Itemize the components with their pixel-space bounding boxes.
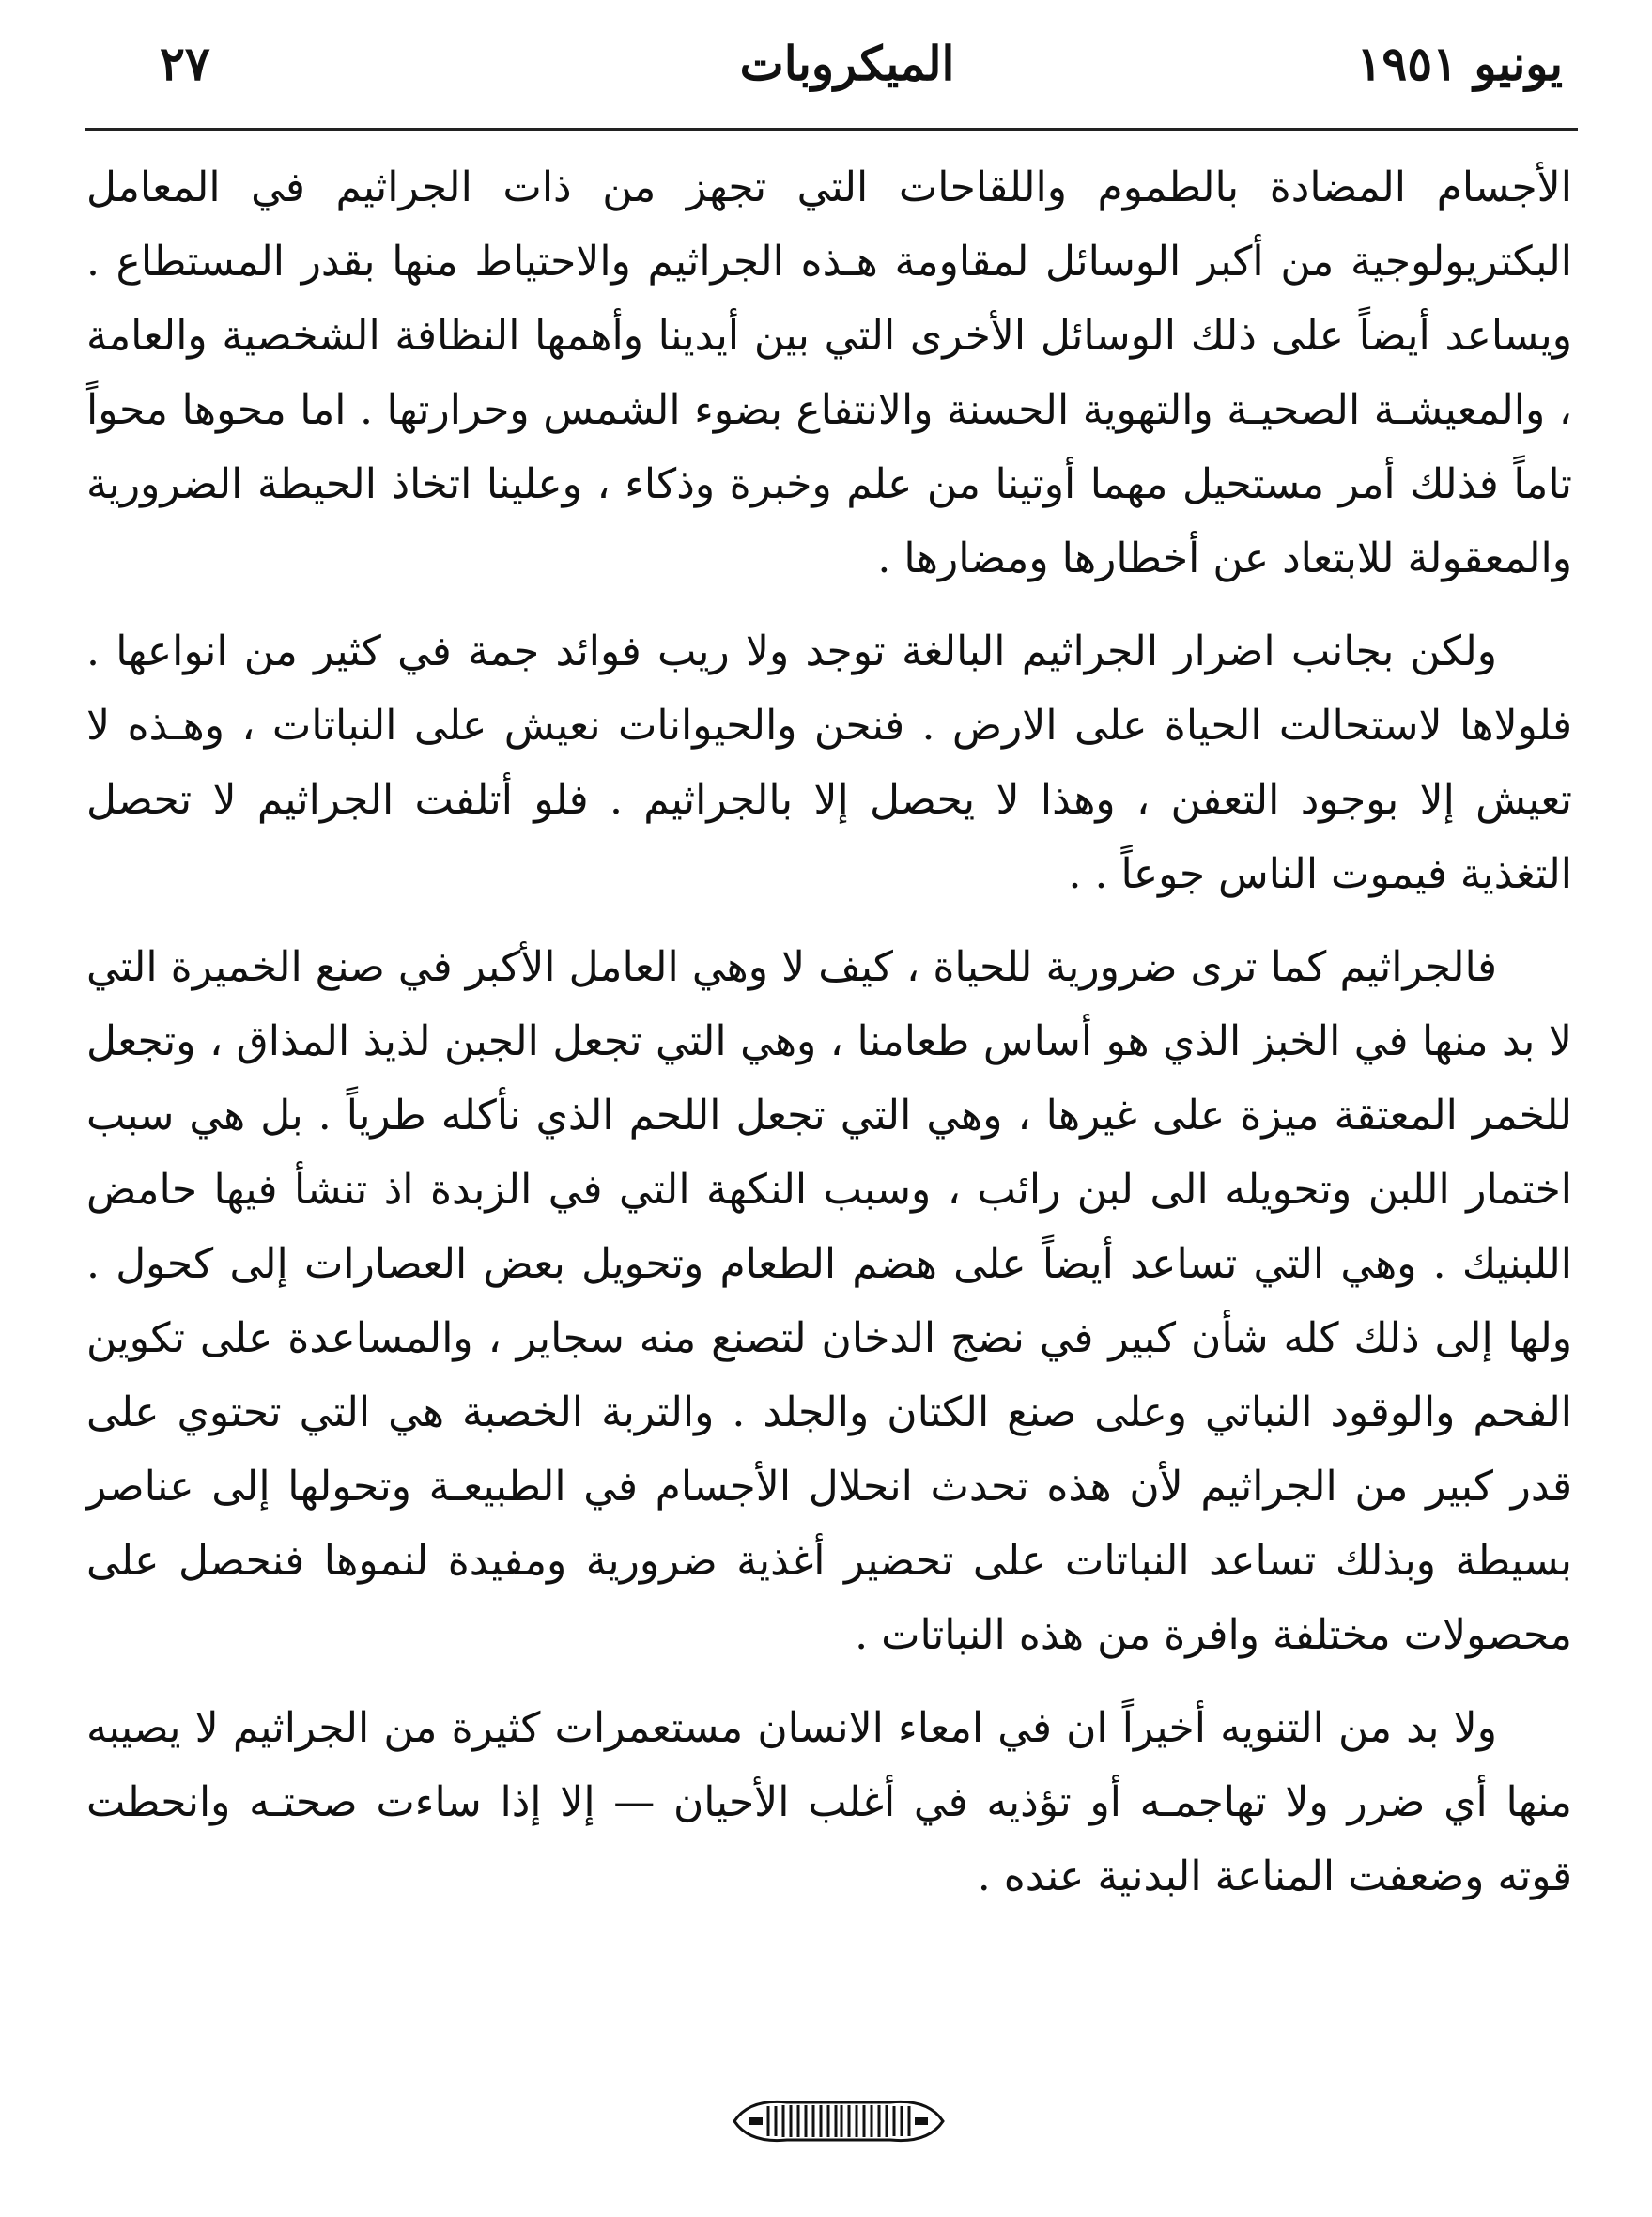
page-header — [131, 26, 1563, 101]
paragraph: فالجراثيم كما ترى ضرورية للحياة ، كيف لا وهي العامل الأكبر في صنع الخميرة التي لا بد منها في الخبز الذي هو أساس طعامنا ، وهي التي تجعل الجبن لذيذ المذاق ، وتجعل للخمر المعتقة ميزة على غيرها ، وهي التي تجعل اللحم الذي نأكله طرياً . بل هي سبب اختمار اللبن وتحويله الى لبن رائب ، وسبب النكهة التي في الزبدة اذ تنشأ فيها حامض اللبنيك . وهي التي تساعد أيضاً على هضم الطعام وتحويل بعض العصارات إلى كحول . ولها إلى ذلك كله شأن كبير في نضج الدخان لتصنع منه سجاير ، والمساعدة على تكوين الفحم والوقود النباتي وعلى صنع الكتان والجلد . والتربة الخصبة هي التي تحتوي على قدر كبير من الجراثيم لأن هذه تحدث انحلال الأجسام في الطبيعـة وتحولها إلى عناصر بسيطة وبذلك تساعد النباتات على تحضير أغذية ضرورية ومفيدة لنموها فنحصل على محصولات مختلفة وافرة من هذه النباتات . — [86, 943, 1572, 1659]
paragraph: الأجسام المضادة بالطموم واللقاحات التي تجهز من ذات الجراثيم في المعامل البكتريولوجية من أكبر الوسائل لمقاومة هـذه الجراثيم والاحتياط منها بقدر المستطاع . ويساعد أيضاً على ذلك الوسائل الأخرى التي بين أيدينا وأهمها النظافة الشخصية والعامة ، والمعيشـة الصحيـة والتهوية الحسنة والانتفاع بضوء الشمس وحرارتها . اما محوها محواً تاماً فذلك أمر مستحيل مهما أوتينا من علم وخبرة وذكاء ، وعلينا اتخاذ الحيطة الضرورية والمعقولة للابتعاد عن أخطارها ومضارها . — [86, 163, 1572, 582]
printers-ornament-icon — [731, 2093, 947, 2149]
issue-date: يونيو ١٩٥١ — [1356, 36, 1563, 91]
running-title: الميكروبات — [739, 36, 955, 91]
paragraph: ولكن بجانب اضرار الجراثيم البالغة توجد ولا ريب فوائد جمة في كثير من انواعها . فلولاها لاستحالت الحياة على الارض . فنحن والحيوانات نعيش على النباتات ، وهـذه لا تعيش إلا بوجود التعفن ، وهذا لا يحصل إلا بالجراثيم . فلو أتلفت الجراثيم لا تحصل التغذية فيموت الناس جوعاً . . — [86, 628, 1572, 898]
header-rule — [85, 128, 1578, 131]
page-number: ٢٧ — [160, 36, 210, 91]
paragraph: ولا بد من التنويه أخيراً ان في امعاء الانسان مستعمرات كثيرة من الجراثيم لا يصيبه منها أي ضرر ولا تهاجمـه أو تؤذيه في أغلب الأحيان — إلا إذا ساءت صحتـه وانحطت قوته وضعفت المناعة البدنية عنده . — [86, 1704, 1572, 1900]
article-body — [86, 150, 1572, 1914]
